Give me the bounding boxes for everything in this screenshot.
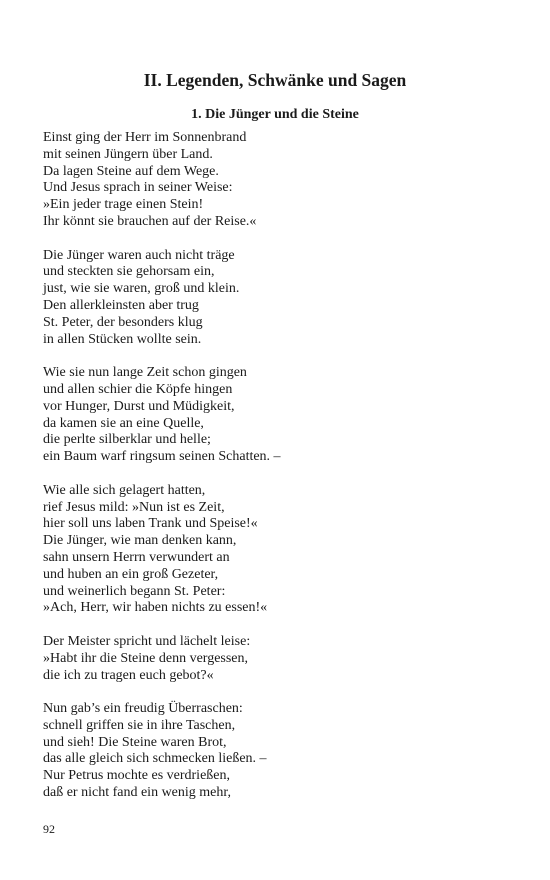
poem-line: sahn unsern Herrn verwundert an xyxy=(43,549,230,565)
poem-line: rief Jesus mild: »Nun ist es Zeit, xyxy=(43,499,225,515)
poem-stanza xyxy=(43,365,513,466)
section-title: II. Legenden, Schwänke und Sagen xyxy=(143,70,407,90)
page-number: 92 xyxy=(43,822,55,836)
poem-line: »Habt ihr die Steine denn vergessen, xyxy=(43,650,249,666)
poem-line: die ich zu tragen euch gebot?« xyxy=(43,667,214,683)
poem-line: Die Jünger, wie man denken kann, xyxy=(43,533,237,549)
poem-line: in allen Stücken wollte sein. xyxy=(43,331,202,347)
poem-line: hier soll uns laben Trank und Speise!« xyxy=(43,516,258,532)
poem-line: »Ach, Herr, wir haben nichts zu essen!« xyxy=(43,600,268,616)
poem-line: und huben an ein groß Gezeter, xyxy=(43,566,219,582)
poem-line: Ihr könnt sie brauchen auf der Reise.« xyxy=(43,213,257,229)
poem-stanza xyxy=(43,248,513,349)
poem-line: Und Jesus sprach in seiner Weise: xyxy=(43,180,233,196)
poem-line: vor Hunger, Durst und Müdigkeit, xyxy=(43,398,235,414)
poem-line: St. Peter, der besonders klug xyxy=(43,314,203,330)
poem-line: daß er nicht fand ein wenig mehr, xyxy=(43,785,231,801)
poem-line: mit seinen Jüngern über Land. xyxy=(43,146,213,162)
poem-stanza xyxy=(43,130,513,231)
poem-line: Der Meister spricht und lächelt leise: xyxy=(43,633,251,649)
poem-line: und steckten sie gehorsam ein, xyxy=(43,264,215,280)
poem-line: und allen schier die Köpfe hingen xyxy=(43,381,233,397)
poem-line: Wie alle sich gelagert hatten, xyxy=(43,482,206,498)
poem-line: Nun gab’s ein freudig Überraschen: xyxy=(43,701,243,717)
poem-body xyxy=(43,130,513,819)
poem-line: Wie sie nun lange Zeit schon gingen xyxy=(43,365,247,381)
poem-line: Die Jünger waren auch nicht träge xyxy=(43,247,235,263)
poem-line: Den allerkleinsten aber trug xyxy=(43,297,199,313)
poem-line: und sieh! Die Steine waren Brot, xyxy=(43,734,227,750)
poem-stanza xyxy=(43,483,513,617)
poem-line: Einst ging der Herr im Sonnenbrand xyxy=(43,130,247,145)
poem-line: just, wie sie waren, groß und klein. xyxy=(43,281,240,297)
poem-line: »Ein jeder trage einen Stein! xyxy=(43,197,204,213)
poem-line: das alle gleich sich schmecken ließen. – xyxy=(43,751,267,767)
poem-line: ein Baum warf ringsum seinen Schatten. – xyxy=(43,449,281,465)
poem-title: 1. Die Jünger und die Steine xyxy=(191,107,359,122)
poem-line: die perlte silberklar und helle; xyxy=(43,432,211,448)
poem-line: und weinerlich begann St. Peter: xyxy=(43,583,226,599)
poem-stanza xyxy=(43,634,513,684)
poem-stanza xyxy=(43,701,513,802)
poem-line: schnell griffen sie in ihre Taschen, xyxy=(43,717,236,733)
poem-line: Da lagen Steine auf dem Wege. xyxy=(43,163,219,179)
poem-line: da kamen sie an eine Quelle, xyxy=(43,415,204,431)
poem-line: Nur Petrus mochte es verdrießen, xyxy=(43,768,230,784)
